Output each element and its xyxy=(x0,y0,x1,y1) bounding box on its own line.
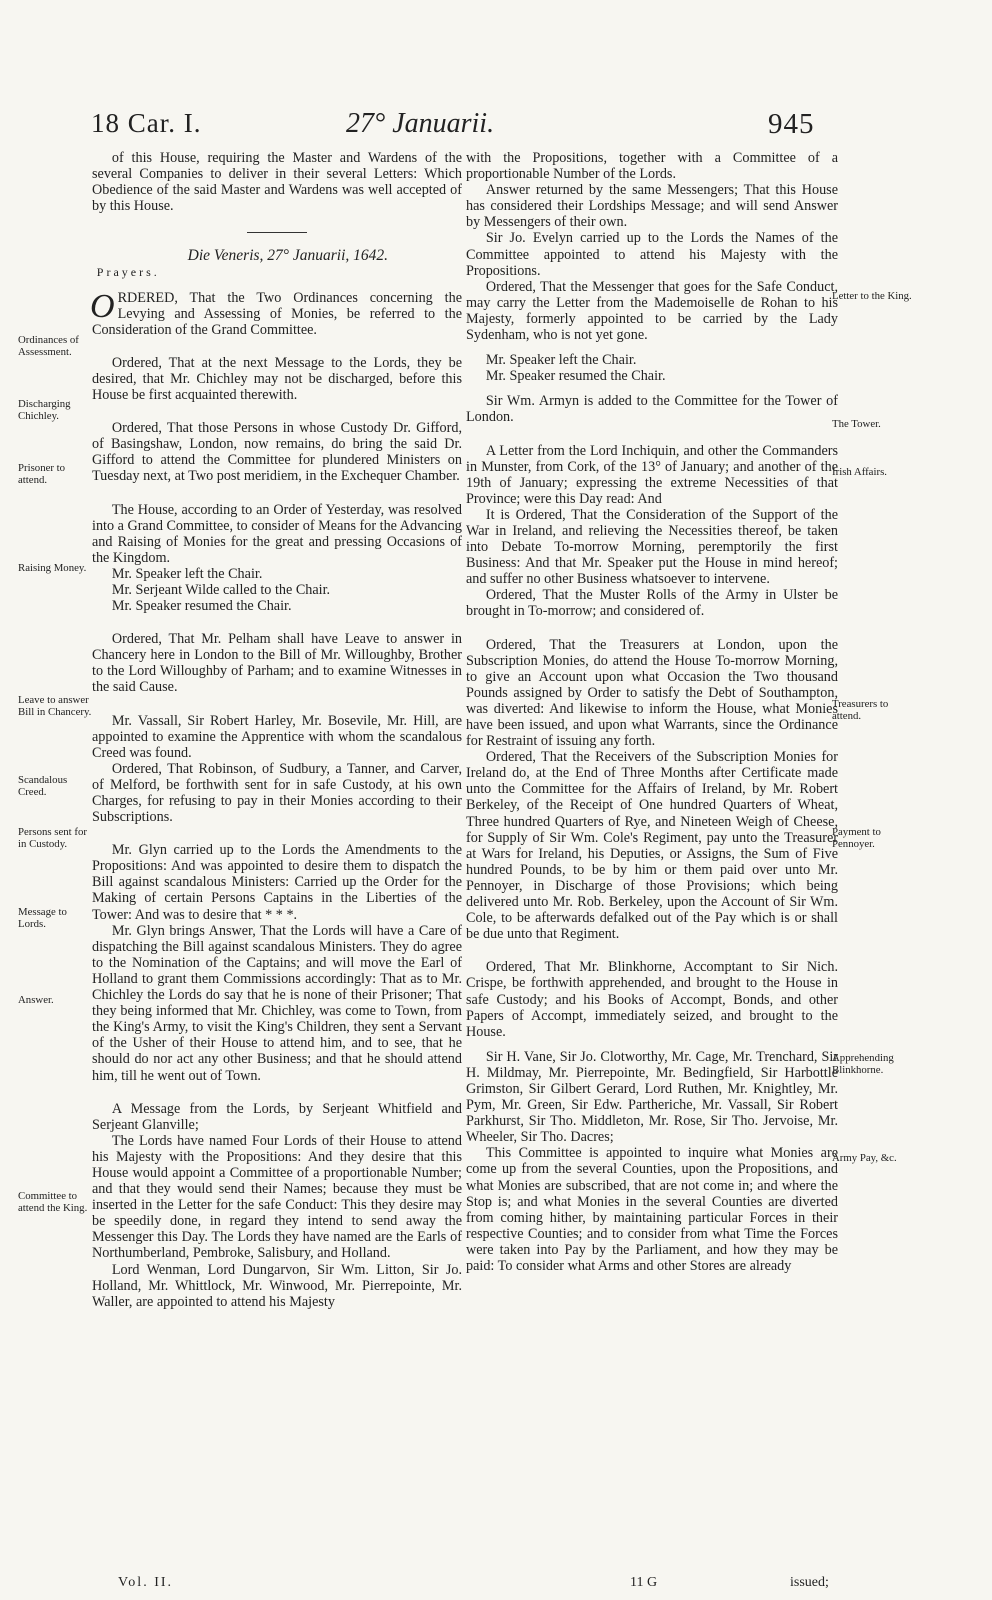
margin-note: Message to Lords. xyxy=(18,906,67,930)
paragraph: Ordered, That Mr. Blinkhorne, Accomptant to Sir Nich. Crispe, be forthwith apprehended, and brought to the House in safe Custody; and his Books of Accompt, Bonds, and other Papers of Accompt, immediately seized, and brought to the House. xyxy=(466,959,838,1040)
paragraph: Ordered, That Robinson, of Sudbury, a Tanner, and Carver, of Melford, be forthwith sent for in safe Custody, at his own Charges, for refusing to pay in their Monies according to their Subscriptions. xyxy=(92,760,462,826)
margin-note: Committee to attend the King. xyxy=(18,1190,88,1214)
date-heading: 27° Januarii. xyxy=(346,108,495,139)
divider-rule xyxy=(247,232,307,233)
regnal-year: 18 Car. I. xyxy=(91,108,202,138)
paragraph: Mr. Glyn brings Answer, That the Lords will have a Care of dispatching the Bill against scandalous Ministers. They do agree to the Nomination of the Captains; and will move the Earl of Holland to grant them Commissions accordingly: That as to Mr. Chichley the Lords do say that he is none of their Prisoner; That they being informed that Mr. Chichley, was come to Town, from the King's Army, to visit the King's Children, they sent a Servant of the Usher of their House to attend him, and to see, that he should do nor act any other Business; and that he should attend him, till he went out of Town. xyxy=(92,922,462,1084)
paragraph: It is Ordered, That the Consideration of the Support of the War in Ireland, and relieving the Necessities thereof, be taken into Debate To-morrow Morning, peremptorily the first Business: And that Mr. Speaker put the House in mind hereof; and suffer no other Business whatsoever to intervene. xyxy=(466,506,838,588)
paragraph: A Message from the Lords, by Serjeant Whitfield and Serjeant Glanville; xyxy=(92,1100,462,1133)
margin-note: Letter to the King. xyxy=(832,290,912,302)
paragraph: of this House, requiring the Master and Wardens of the several Companies to deliver in their several Letters: Which Obedience of the said Master and Wardens was well accepted of by this House. xyxy=(92,150,462,215)
paragraph: Ordered, That the Messenger that goes for the Safe Conduct, may carry the Letter from the Mademoiselle de Rohan to his Majesty, formerly appointed to be carried by the Lady Sydenham, who is not yet gone. xyxy=(466,278,838,344)
margin-note: Discharging Chichley. xyxy=(18,398,71,422)
paragraph: ORDERED, That the Two Ordinances concerning the Levying and Assessing of Monies, be referred to the Consideration of the Grand Committee. xyxy=(90,287,462,338)
prayers-heading: Prayers. xyxy=(96,265,160,280)
paragraph: Mr. Speaker left the Chair. xyxy=(485,352,637,369)
paragraph: Ordered, That the Treasurers at London, upon the Subscription Monies, do attend the House To-morrow Morning, to give an Account upon what Occasion the Two thousand Pounds assigned by Order to satisfy the Debt of Southampton, was diverted: And likewise to inform the House, what Monies have been issued, and upon what Warrants, since the Ordinance for Restraint of issuing any forth. xyxy=(466,636,838,750)
paragraph: with the Propositions, together with a Committee of a proportionable Number of the Lords. xyxy=(466,150,838,183)
margin-note: Raising Money. xyxy=(18,562,87,574)
day-heading: Die Veneris, 27° Januarii, 1642. xyxy=(187,247,389,265)
margin-note: The Tower. xyxy=(832,418,881,430)
margin-note: Apprehending Blinkhorne. xyxy=(832,1052,894,1076)
margin-note: Prisoner to attend. xyxy=(18,462,66,486)
paragraph: The House, according to an Order of Yesterday, was resolved into a Grand Committee, to consider of Means for the Advancing and Raising of Monies for the great and pressing Occasions of the Kingdom. xyxy=(92,501,462,566)
margin-note: Payment to Pennoyer. xyxy=(832,826,881,850)
paragraph: Ordered, That at the next Message to the Lords, they be desired, that Mr. Chichley may not be discharged, before this House be first acquainted therewith. xyxy=(92,354,462,404)
paragraph: Ordered, That the Muster Rolls of the Army in Ulster be brought in To-morrow; and considered of. xyxy=(466,587,838,620)
drop-cap: O xyxy=(90,287,115,325)
paragraph: Ordered, That Mr. Pelham shall have Leave to answer in Chancery here in London to the Bill of Mr. Willoughby, Brother to the Lord Willoughby of Parham; and to examine Witnesses in the said Cause. xyxy=(92,631,462,696)
margin-note: Army Pay, &c. xyxy=(832,1152,897,1164)
paragraph: This Committee is appointed to inquire what Monies are come up from the several Counties, upon the Propositions, and what Monies are subscribed, that are not come in; and where the Stop is; and what Monies in the several Counties are diverted from coming hither, by maintaining particular Forces in their respective Counties; and to consider from what Time the Forces were taken into Pay by the Parliament, and how they may be paid: To consider what Arms and other Stores are already xyxy=(466,1145,838,1274)
margin-note: Leave to answer Bill in Chancery. xyxy=(18,694,92,718)
paragraph: The Lords have named Four Lords of their House to attend his Majesty with the Propositions: And they desire that this House would appoint a Committee of a proportionable Number; and that they would send their Names; because they must be inserted in the Letter for the safe Conduct: This they desire may be speedily done, in regard they intend to send away the Messenger this Day. The Lords they have named are the Earls of Northumberland, Pembroke, Salisbury, and Holland. xyxy=(92,1132,462,1262)
paragraph: Sir Jo. Evelyn carried up to the Lords the Names of the Committee appointed to attend his Majesty with the Propositions. xyxy=(466,230,838,279)
paragraph: A Letter from the Lord Inchiquin, and other the Commanders in Munster, from Cork, of the 13° of January; and another of the 19th of January; expressing the extreme Necessities of that Province; were this Day read: And xyxy=(466,442,838,507)
margin-note: Persons sent for in Custody. xyxy=(18,826,87,850)
paragraph: Mr. Serjeant Wilde called to the Chair. xyxy=(111,581,331,598)
paragraph: Sir Wm. Armyn is added to the Committee for the Tower of London. xyxy=(466,393,838,426)
page-number: 945 xyxy=(768,108,815,140)
paragraph: Ordered, That the Receivers of the Subscription Monies for Ireland do, at the End of Three Months after Certificate made unto the Committee for the Affairs of Ireland, by Mr. Robert Berkeley, of the Receipt of One hundred Quarters of Wheat, Three hundred Quarters of Rye, and Nineteen Weigh of Cheese, for Supply of Sir Wm. Cole's Regiment, pay unto the Treasurer at Wars for Ireland, his Deputies, or Assigns, the Sum of Five hundred Pounds, to be by him or them paid over unto Mr. Pennoyer, in Discharge of those Provisions; which being delivered unto Mr. Rob. Berkeley, upon the Account of Sir Wm. Cole, to be afterwards defalked out of the Pay which is or shall be due unto that Regiment. xyxy=(466,749,838,943)
paragraph: Ordered, That those Persons in whose Custody Dr. Gifford, of Basingshaw, London, now remains, do bring the said Dr. Gifford to attend the Committee for plundered Ministers on Tuesday next, at Two post meridiem, in the Exchequer Chamber. xyxy=(92,420,462,485)
paragraph: Mr. Glyn carried up to the Lords the Amendments to the Propositions: And was appointed to desire them to dispatch the Bill against scandalous Ministers: Carried up the Order for the Making of certain Persons Captains in the Liberties of the Tower: And was to desire that * * *. xyxy=(92,842,462,923)
paragraph: Lord Wenman, Lord Dungarvon, Sir Wm. Litton, Sir Jo. Holland, Mr. Whittlock, Mr. Winwood, Mr. Pierrepointe, Mr. Waller, are appointed to attend his Majesty xyxy=(92,1261,462,1310)
right-column xyxy=(466,150,838,1274)
paragraph: Mr. Speaker resumed the Chair. xyxy=(111,598,292,615)
margin-note: Treasurers to attend. xyxy=(832,698,889,722)
margin-note: Scandalous Creed. xyxy=(18,774,68,798)
left-column xyxy=(92,150,462,1310)
paragraph: Answer returned by the same Messengers; That this House has considered their Lordships Message; and will send Answer by Messengers of their own. xyxy=(466,182,838,231)
volume-mark: Vol. II. xyxy=(118,1575,174,1590)
margin-note: Ordinances of Assessment. xyxy=(18,334,79,358)
paragraph: Mr. Speaker left the Chair. xyxy=(111,565,263,582)
paragraph: Mr. Vassall, Sir Robert Harley, Mr. Bosevile, Mr. Hill, are appointed to examine the Apprentice with whom the scandalous Creed was found. xyxy=(92,712,462,761)
paragraph: Sir H. Vane, Sir Jo. Clotworthy, Mr. Cage, Mr. Trenchard, Sir H. Mildmay, Mr. Pierrepointe, Mr. Bedingfield, Sir Harbottle Grimston, Sir Gilbert Gerard, Lord Ruthen, Mr. Knightley, Mr. Pym, Mr. Green, Sir Edw. Partheriche, Mr. Vassall, Sir Robert Parkhurst, Sir Tho. Middleton, Mr. Rose, Sir Tho. Jervoise, Mr. Wheeler, Sir Tho. Dacres; xyxy=(466,1048,838,1146)
signature-mark: 11 G xyxy=(630,1575,658,1590)
margin-note: Answer. xyxy=(18,994,54,1006)
margin-note: Irish Affairs. xyxy=(832,466,887,478)
catchword: issued; xyxy=(790,1575,829,1590)
paragraph: Mr. Speaker resumed the Chair. xyxy=(485,368,666,385)
